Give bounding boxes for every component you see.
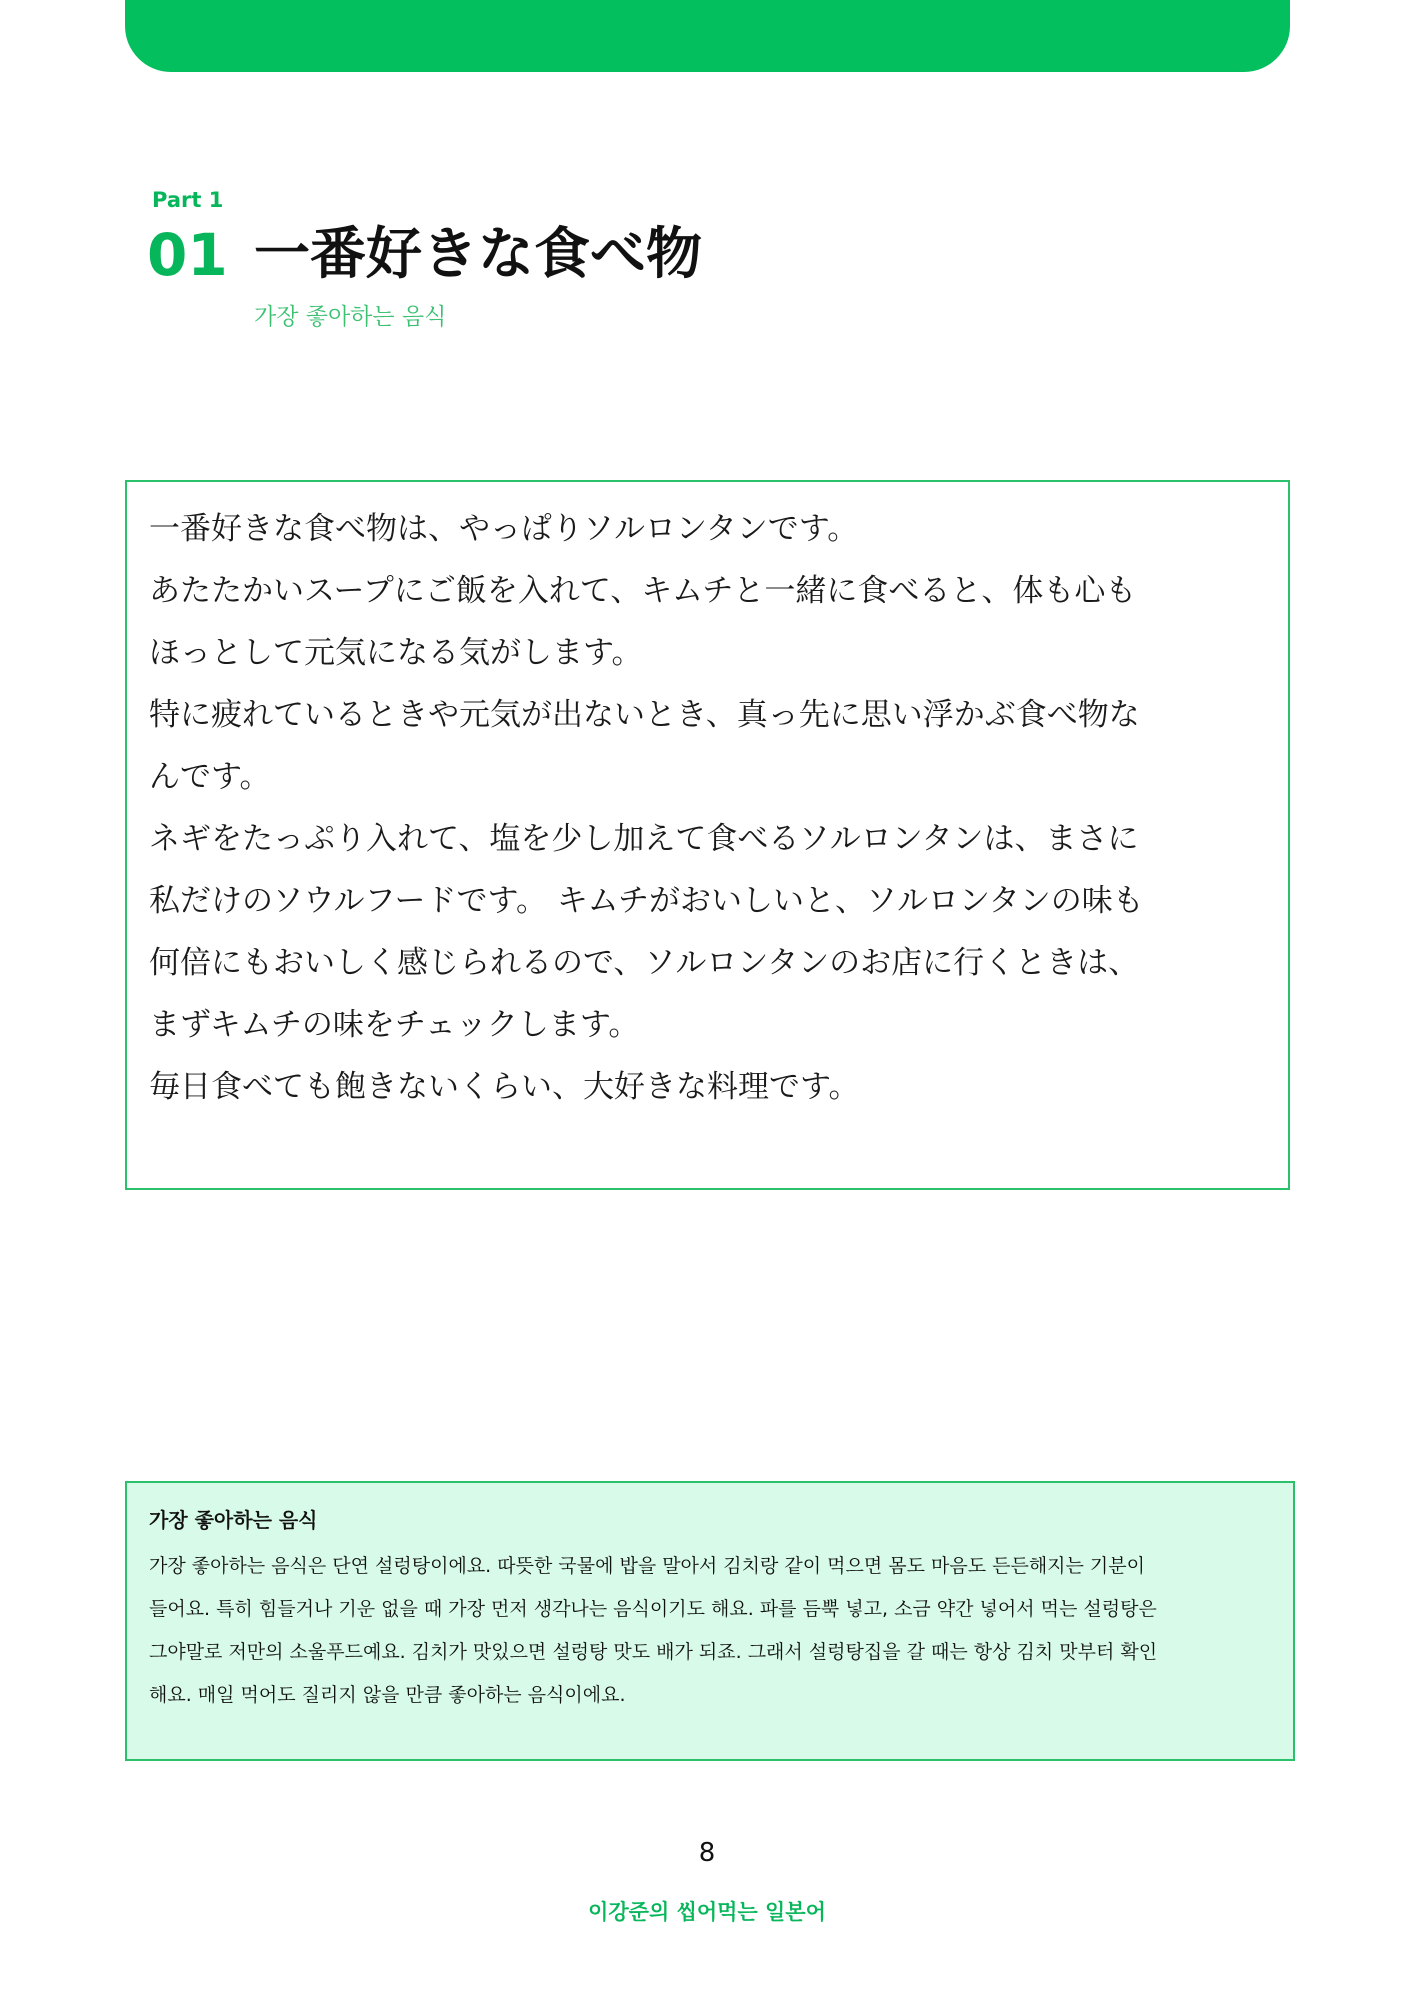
korean-translation-box	[125, 1481, 1295, 1761]
translation-line: 가장 좋아하는 음식은 단연 설렁탕이에요. 따뜻한 국물에 밥을 말아서 김치랑 같이 먹으면 몸도 마음도 든든해지는 기분이	[149, 1555, 1145, 1577]
text-line: 特に疲れているときや元気が出ないとき、真っ先に思い浮かぶ食べ物な	[149, 697, 1140, 733]
footer-brand: 이강준의 씹어먹는 일본어	[588, 1900, 826, 1924]
text-line: 何倍にもおいしく感じられるので、ソルロンタンのお店に行くときは、	[149, 945, 1140, 981]
part-label: Part 1	[152, 188, 224, 212]
translation-line: 그야말로 저만의 소울푸드예요. 김치가 맛있으면 설렁탕 맛도 배가 되죠. 그래서 설렁탕집을 갈 때는 항상 김치 맛부터 확인	[149, 1641, 1158, 1663]
japanese-text-box	[125, 480, 1290, 1190]
text-line: 私だけのソウルフードです。 キムチがおいしいと、ソルロンタンの味も	[149, 883, 1144, 919]
page-number: 8	[698, 1838, 716, 1868]
translation-line: 해요. 매일 먹어도 질리지 않을 만큼 좋아하는 음식이에요.	[149, 1684, 626, 1706]
translation-title: 가장 좋아하는 음식	[149, 1508, 318, 1532]
translation-line: 들어요. 특히 힘들거나 기운 없을 때 가장 먼저 생각나는 음식이기도 해요. 파를 듬뿍 넣고, 소금 약간 넣어서 먹는 설렁탕은	[149, 1598, 1157, 1620]
chapter-number: 01	[147, 221, 228, 289]
text-line: ほっとして元気になる気がします。	[149, 635, 643, 671]
text-line: 一番好きな食べ物は、やっぱりソルロンタンです。	[149, 511, 859, 547]
chapter-subtitle: 가장 좋아하는 음식	[254, 304, 447, 330]
text-line: まずキムチの味をチェックします。	[149, 1007, 640, 1043]
text-line: 毎日食べても飽きないくらい、大好きな料理です。	[149, 1069, 860, 1105]
chapter-title: 一番好きな食べ物	[254, 221, 702, 287]
text-line: んです。	[149, 759, 271, 795]
top-accent-bar	[125, 0, 1290, 72]
text-line: ネギをたっぷり入れて、塩を少し加えて食べるソルロンタンは、まさに	[149, 821, 1139, 857]
text-line: あたたかいスープにご飯を入れて、キムチと一緒に食べると、体も心も	[149, 573, 1137, 609]
